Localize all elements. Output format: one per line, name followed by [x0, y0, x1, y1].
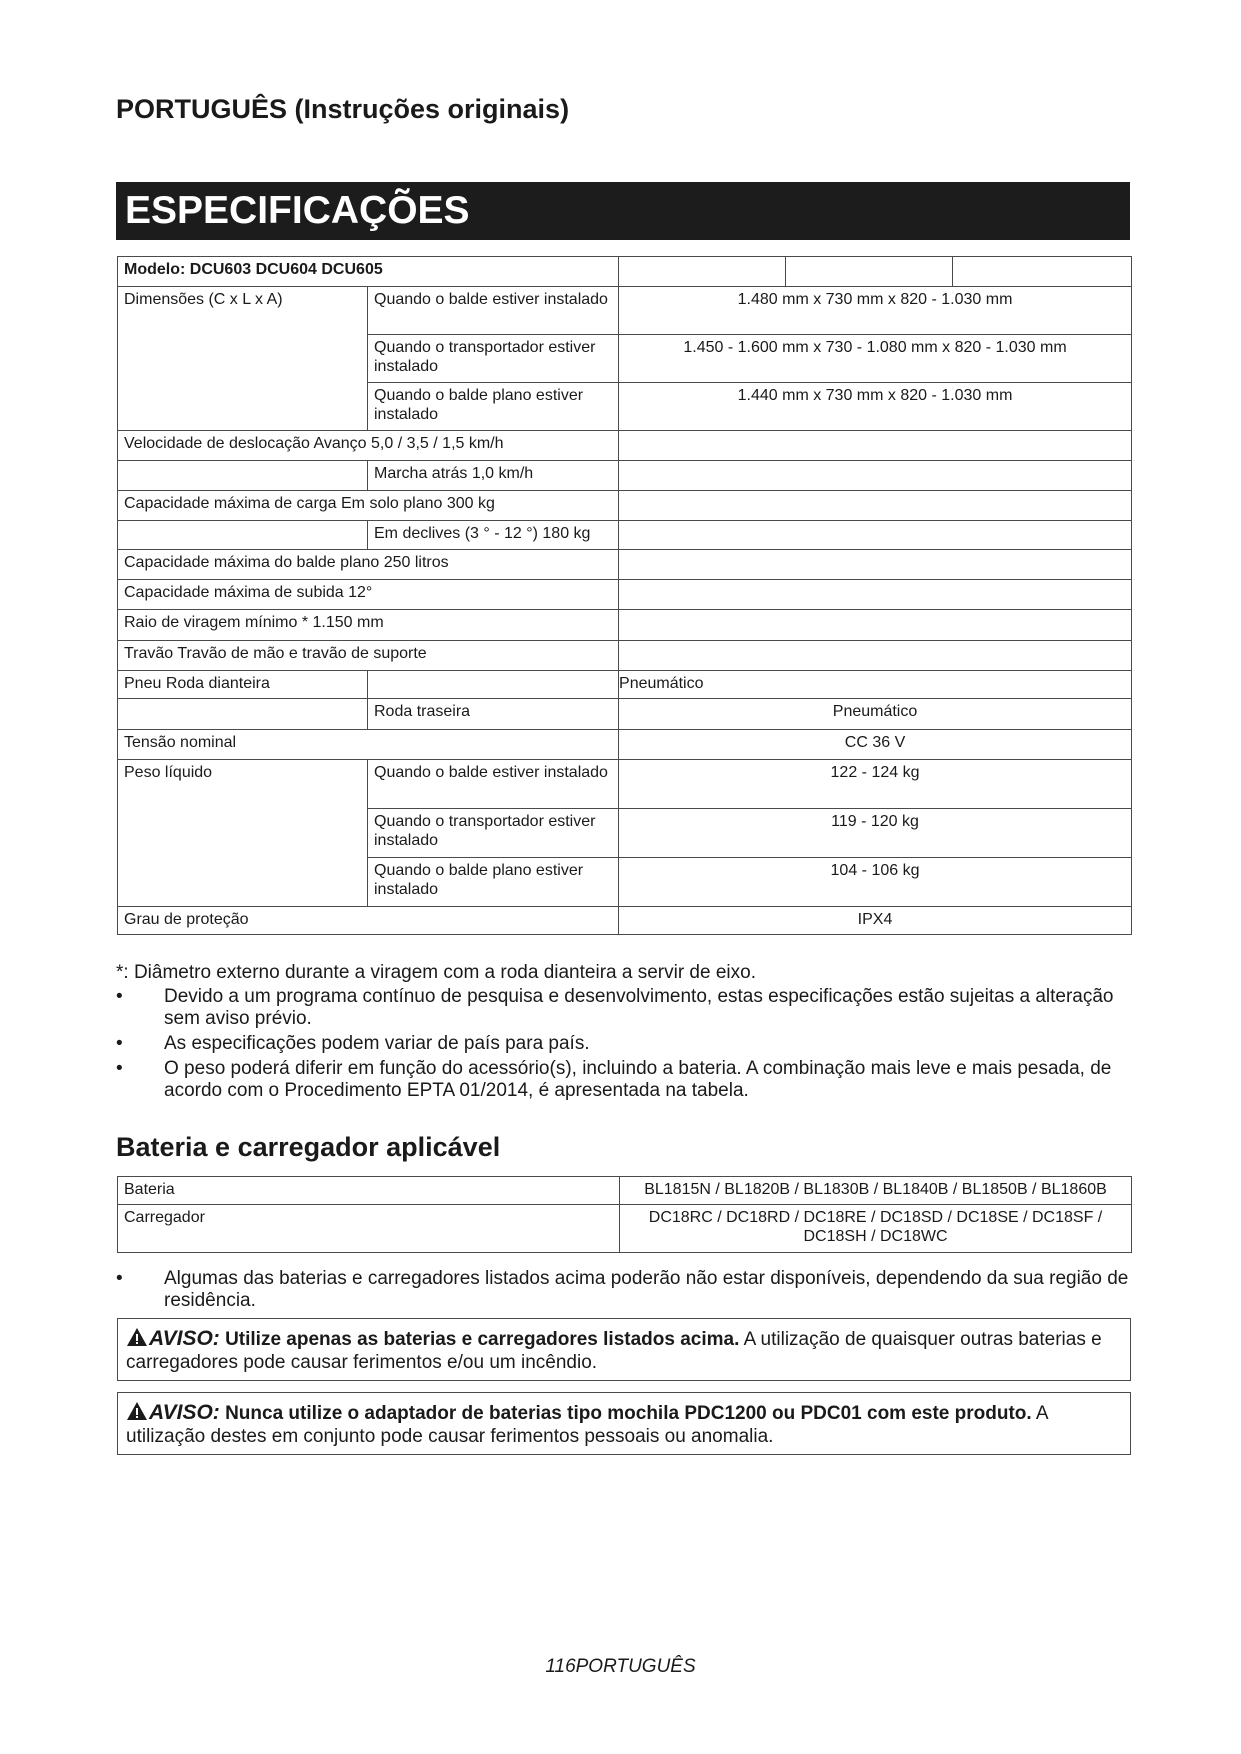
climb-capacity: Capacidade máxima de subida 12° [118, 580, 619, 610]
model-column-cell [619, 257, 786, 287]
dimension-value: 1.440 mm x 730 mm x 820 - 1.030 mm [619, 383, 1132, 431]
warning-word: AVISO: [149, 1401, 220, 1424]
max-load-label: Capacidade máxima de carga Em solo plano 300 kg [118, 491, 619, 521]
table-row [118, 730, 1132, 760]
table-row [118, 491, 1132, 521]
weight-value: 104 - 106 kg [619, 858, 1132, 907]
empty-value-cell [619, 461, 1132, 491]
battery-notes-list [116, 1268, 1130, 1315]
list-item-text: As especificações podem variar de país para país. [164, 1033, 590, 1054]
turning-radius: Raio de viragem mínimo * 1.150 mm [118, 610, 619, 641]
weight-condition: Quando o balde plano estiver instalado [368, 858, 619, 907]
tire-front-value: Pneumático [619, 671, 1132, 699]
warning-box [117, 1318, 1131, 1381]
model-column-cell [953, 257, 1132, 287]
dimensions-label: Dimensões (C x L x A) [118, 287, 368, 431]
list-item: • Algumas das baterias e carregadores listados acima poderão não estar disponíveis, dependendo da sua região de residência. [116, 1268, 1129, 1311]
list-item-text: O peso poderá diferir em função do acessório(s), incluindo a bateria. A combinação mais leve e mais pesada, de acordo com o Procedimento EPTA 01/2014, é apresentada na tabela. [164, 1058, 1112, 1101]
rated-voltage-label: Tensão nominal [118, 730, 619, 760]
table-row [118, 461, 1132, 491]
protection-label: Grau de proteção [118, 907, 619, 935]
empty-label-cell [368, 671, 619, 699]
spec-notes-list [116, 986, 1130, 1105]
weight-value: 119 - 120 kg [619, 809, 1132, 858]
tire-rear-value: Pneumático [619, 699, 1132, 730]
empty-label-cell [118, 521, 368, 550]
table-row [118, 550, 1132, 580]
table-row [118, 907, 1132, 935]
table-row [118, 521, 1132, 550]
warning-word: AVISO: [149, 1327, 220, 1350]
dimension-condition: Quando o transportador estiver instalado [368, 335, 619, 383]
page-header: PORTUGUÊS (Instruções originais) [116, 94, 570, 124]
travel-speed-label: Velocidade de deslocação Avanço 5,0 / 3,5 / 1,5 km/h [118, 431, 619, 461]
dimension-condition: Quando o balde plano estiver instalado [368, 383, 619, 431]
warning-text: A utilização de quaisquer outras baterias e carregadores pode causar ferimentos e/ou um incêndio. [126, 1329, 1102, 1373]
dimension-condition: Quando o balde estiver instalado [368, 287, 619, 335]
warning-triangle-icon [126, 1327, 148, 1347]
empty-value-cell [619, 580, 1132, 610]
empty-value-cell [619, 431, 1132, 461]
table-row [118, 257, 1132, 287]
specifications-table [117, 256, 1132, 935]
max-load-slope: Em declives (3 ° - 12 °) 180 kg [368, 521, 619, 550]
table-row [118, 610, 1132, 641]
footnote: *: Diâmetro externo durante a viragem com a roda dianteira a servir de eixo. [116, 962, 756, 983]
dimension-value: 1.480 mm x 730 mm x 820 - 1.030 mm [619, 287, 1132, 335]
empty-value-cell [619, 521, 1132, 550]
model-label: Modelo: DCU603 DCU604 DCU605 [118, 257, 619, 287]
weight-value: 122 - 124 kg [619, 760, 1132, 809]
empty-value-cell [619, 550, 1132, 580]
table-row [118, 671, 1132, 699]
warning-box [117, 1392, 1131, 1455]
travel-speed-reverse: Marcha atrás 1,0 km/h [368, 461, 619, 491]
table-row [118, 1205, 1132, 1253]
battery-charger-table [117, 1176, 1132, 1253]
section-banner: ESPECIFICAÇÕES [116, 182, 1130, 240]
table-row [118, 641, 1132, 671]
warning-bold-text: Nunca utilize o adaptador de baterias tipo mochila PDC1200 ou PDC01 com este produto. [225, 1403, 1032, 1424]
list-item-text: Algumas das baterias e carregadores listados acima poderão não estar disponíveis, dependendo da sua região de residência. [164, 1268, 1129, 1311]
empty-value-cell [619, 641, 1132, 671]
list-item-text: Devido a um programa contínuo de pesquisa e desenvolvimento, estas especificações estão sujeitas a alteração sem aviso prévio. [164, 986, 1114, 1029]
battery-label: Bateria [118, 1177, 620, 1205]
table-row [118, 699, 1132, 730]
battery-value: BL1815N / BL1820B / BL1830B / BL1840B / BL1850B / BL1860B [620, 1177, 1132, 1205]
weight-condition: Quando o balde estiver instalado [368, 760, 619, 809]
charger-value: DC18RC / DC18RD / DC18RE / DC18SD / DC18SE / DC18SF / DC18SH / DC18WC [620, 1205, 1132, 1253]
list-item: • As especificações podem variar de país para país. [116, 1033, 590, 1054]
empty-label-cell [118, 699, 368, 730]
list-item: • Devido a um programa contínuo de pesquisa e desenvolvimento, estas especificações estão sujeitas a alteração sem aviso prévio. [116, 986, 1114, 1029]
empty-label-cell [118, 461, 368, 491]
battery-section-title: Bateria e carregador aplicável [116, 1132, 501, 1162]
warning-text: A utilização destes em conjunto pode causar ferimentos pessoais ou anomalia. [126, 1403, 1048, 1447]
table-row [118, 1177, 1132, 1205]
table-row [118, 431, 1132, 461]
list-item: • O peso poderá diferir em função do acessório(s), incluindo a bateria. A combinação mais leve e mais pesada, de acordo com o Procedimento EPTA 01/2014, é apresentada na tabela. [116, 1058, 1112, 1101]
page-footer: 116PORTUGUÊS [545, 1656, 696, 1677]
tire-label: Pneu Roda dianteira [118, 671, 368, 699]
flat-bucket-capacity: Capacidade máxima do balde plano 250 litros [118, 550, 619, 580]
weight-condition: Quando o transportador estiver instalado [368, 809, 619, 858]
empty-value-cell [619, 491, 1132, 521]
tire-rear-label: Roda traseira [368, 699, 619, 730]
dimension-value: 1.450 - 1.600 mm x 730 - 1.080 mm x 820 - 1.030 mm [619, 335, 1132, 383]
warning-bold-text: Utilize apenas as baterias e carregadores listados acima. [225, 1329, 740, 1350]
charger-label: Carregador [118, 1205, 620, 1253]
brake: Travão Travão de mão e travão de suporte [118, 641, 619, 671]
warning-triangle-icon [126, 1401, 148, 1421]
empty-value-cell [619, 610, 1132, 641]
table-row [118, 287, 1132, 335]
model-column-cell [786, 257, 953, 287]
net-weight-label: Peso líquido [118, 760, 368, 907]
table-row [118, 580, 1132, 610]
rated-voltage-value: CC 36 V [619, 730, 1132, 760]
protection-value: IPX4 [619, 907, 1132, 935]
table-row [118, 760, 1132, 809]
